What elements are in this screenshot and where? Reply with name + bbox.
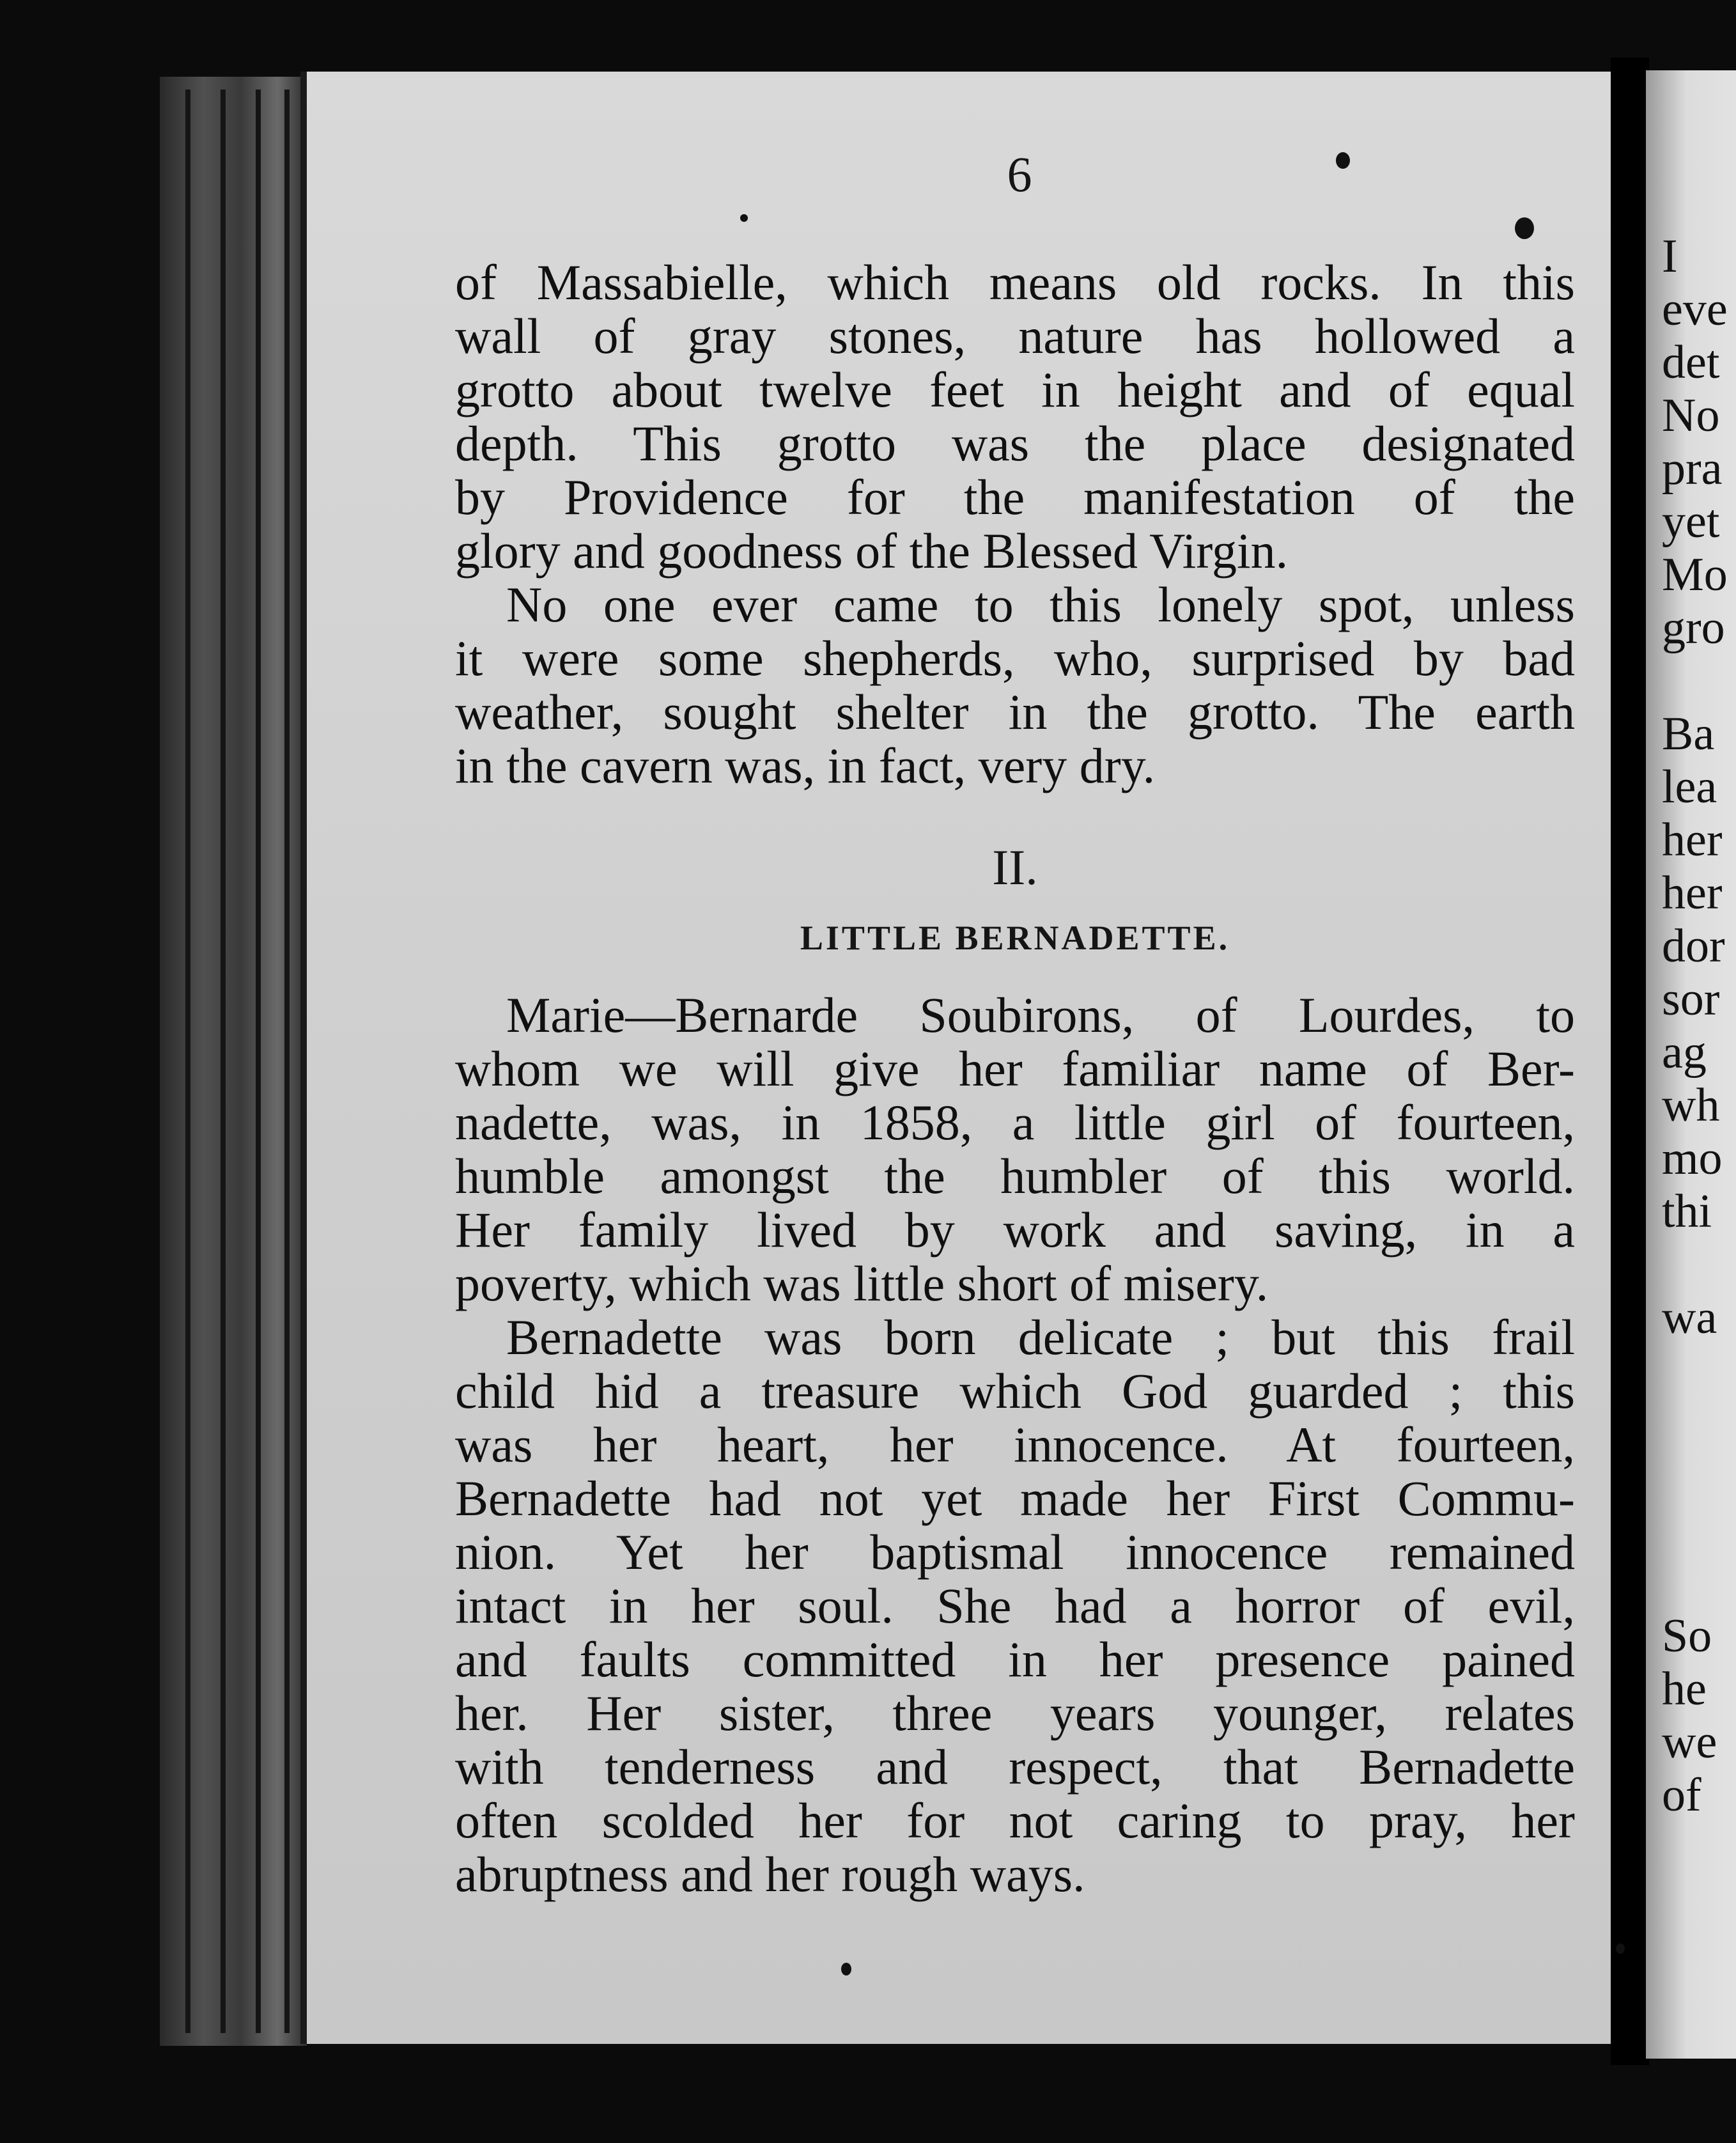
text-line: nadette, was, in 1858, a little girl of fourteen, [455, 1095, 1575, 1150]
page-edge-line [256, 90, 261, 2033]
adjacent-page-fragment: pra [1662, 442, 1723, 495]
adjacent-page-fragment: dor [1662, 920, 1725, 972]
text-line: Her family lived by work and saving, in a [455, 1202, 1575, 1258]
text-line: depth. This grotto was the place designated [455, 416, 1575, 471]
page-number: 6 [1007, 146, 1032, 202]
text-line: of Massabielle, which means old rocks. In this [455, 254, 1575, 310]
ink-speck [1336, 152, 1350, 169]
text-line: Bernadette had not yet made her First Commu- [455, 1470, 1575, 1526]
adjacent-page-fragment: Ba [1662, 708, 1715, 760]
text-line: poverty, which was little short of misery. [455, 1256, 1269, 1311]
ink-speck [1515, 217, 1534, 239]
adjacent-page-fragment: of [1662, 1769, 1701, 1821]
text-line: with tenderness and respect, that Bernadette [455, 1739, 1575, 1795]
text-line: nion. Yet her baptismal innocence remained [455, 1524, 1575, 1580]
adjacent-page-fragment: he [1662, 1663, 1707, 1715]
adjacent-page-fragment: Mo [1662, 549, 1728, 601]
ink-speck [841, 1963, 851, 1975]
section-title: LITTLE BERNADETTE. [800, 919, 1230, 957]
adjacent-page-fragment: mo [1662, 1132, 1723, 1185]
text-line: wall of gray stones, nature has hollowed a [455, 308, 1575, 364]
text-line: No one ever came to this lonely spot, unless [506, 577, 1575, 632]
text-line: was her heart, her innocence. At fourteen, [455, 1417, 1575, 1472]
adjacent-page-fragment [1662, 1451, 1736, 1504]
text-line: weather, sought shelter in the grotto. The earth [455, 684, 1575, 740]
page-edge-line [284, 90, 290, 2033]
adjacent-page-fragment: her [1662, 814, 1723, 866]
adjacent-page-fragment: wh [1662, 1079, 1720, 1132]
text-line: child hid a treasure which God guarded ; this [455, 1363, 1575, 1419]
adjacent-page-fragment: gro [1662, 602, 1725, 654]
adjacent-page-fragment: wa [1662, 1291, 1717, 1344]
text-line: by Providence for the manifestation of the [455, 469, 1575, 525]
text-line: glory and goodness of the Blessed Virgin. [455, 523, 1289, 579]
text-line: and faults committed in her presence pained [455, 1632, 1575, 1687]
text-line: her. Her sister, three years younger, relates [455, 1685, 1575, 1741]
page-edge-line [221, 90, 226, 2033]
adjacent-page-fragment: her [1662, 867, 1723, 919]
book-edge [160, 77, 307, 2046]
adjacent-page-fragment: lea [1662, 761, 1717, 813]
book-gutter [1611, 58, 1649, 2065]
passage-bernadette [455, 988, 1575, 1901]
text-line: abruptness and her rough ways. [455, 1846, 1085, 1902]
ink-speck [1616, 1944, 1625, 1954]
adjacent-page-fragment: thi [1662, 1185, 1712, 1238]
text-line: in the cavern was, in fact, very dry. [455, 738, 1156, 793]
adjacent-page-fragment: So [1662, 1610, 1712, 1662]
passage-continued [455, 256, 1575, 793]
adjacent-page-fragment: ag [1662, 1026, 1707, 1079]
adjacent-page-fragment: sor [1662, 973, 1720, 1025]
text-line: often scolded her for not caring to pray, her [455, 1793, 1575, 1848]
ink-speck [740, 214, 748, 222]
adjacent-page-fragment: yet [1662, 495, 1720, 548]
text-line: humble amongst the humbler of this world. [455, 1148, 1575, 1204]
adjacent-page-fragment: eve [1662, 283, 1728, 336]
adjacent-page-text-fragments [1662, 230, 1736, 1822]
adjacent-page-fragment: No [1662, 389, 1720, 442]
text-line: whom we will give her familiar name of Ber- [455, 1041, 1575, 1096]
text-line: grotto about twelve feet in height and of equal [455, 362, 1575, 417]
text-line: intact in her soul. She had a horror of evil, [455, 1578, 1575, 1633]
adjacent-page-fragment: I [1662, 230, 1678, 283]
adjacent-page-fragment [1662, 1344, 1736, 1398]
adjacent-page-fragment [1662, 655, 1736, 708]
adjacent-page-fragment: we [1662, 1716, 1717, 1768]
adjacent-page-fragment [1662, 1398, 1736, 1451]
adjacent-page-fragment [1662, 1238, 1736, 1291]
section-numeral: II. [992, 839, 1038, 895]
text-line: Marie—Bernarde Soubirons, of Lourdes, to [506, 987, 1575, 1043]
adjacent-page-fragment: det [1662, 336, 1720, 389]
text-line: it were some shepherds, who, surprised by bad [455, 630, 1575, 686]
adjacent-page-fragment [1662, 1557, 1736, 1610]
text-line: Bernadette was born delicate ; but this frail [506, 1309, 1575, 1365]
adjacent-page-fragment [1662, 1504, 1736, 1557]
page-edge-line [185, 90, 190, 2033]
